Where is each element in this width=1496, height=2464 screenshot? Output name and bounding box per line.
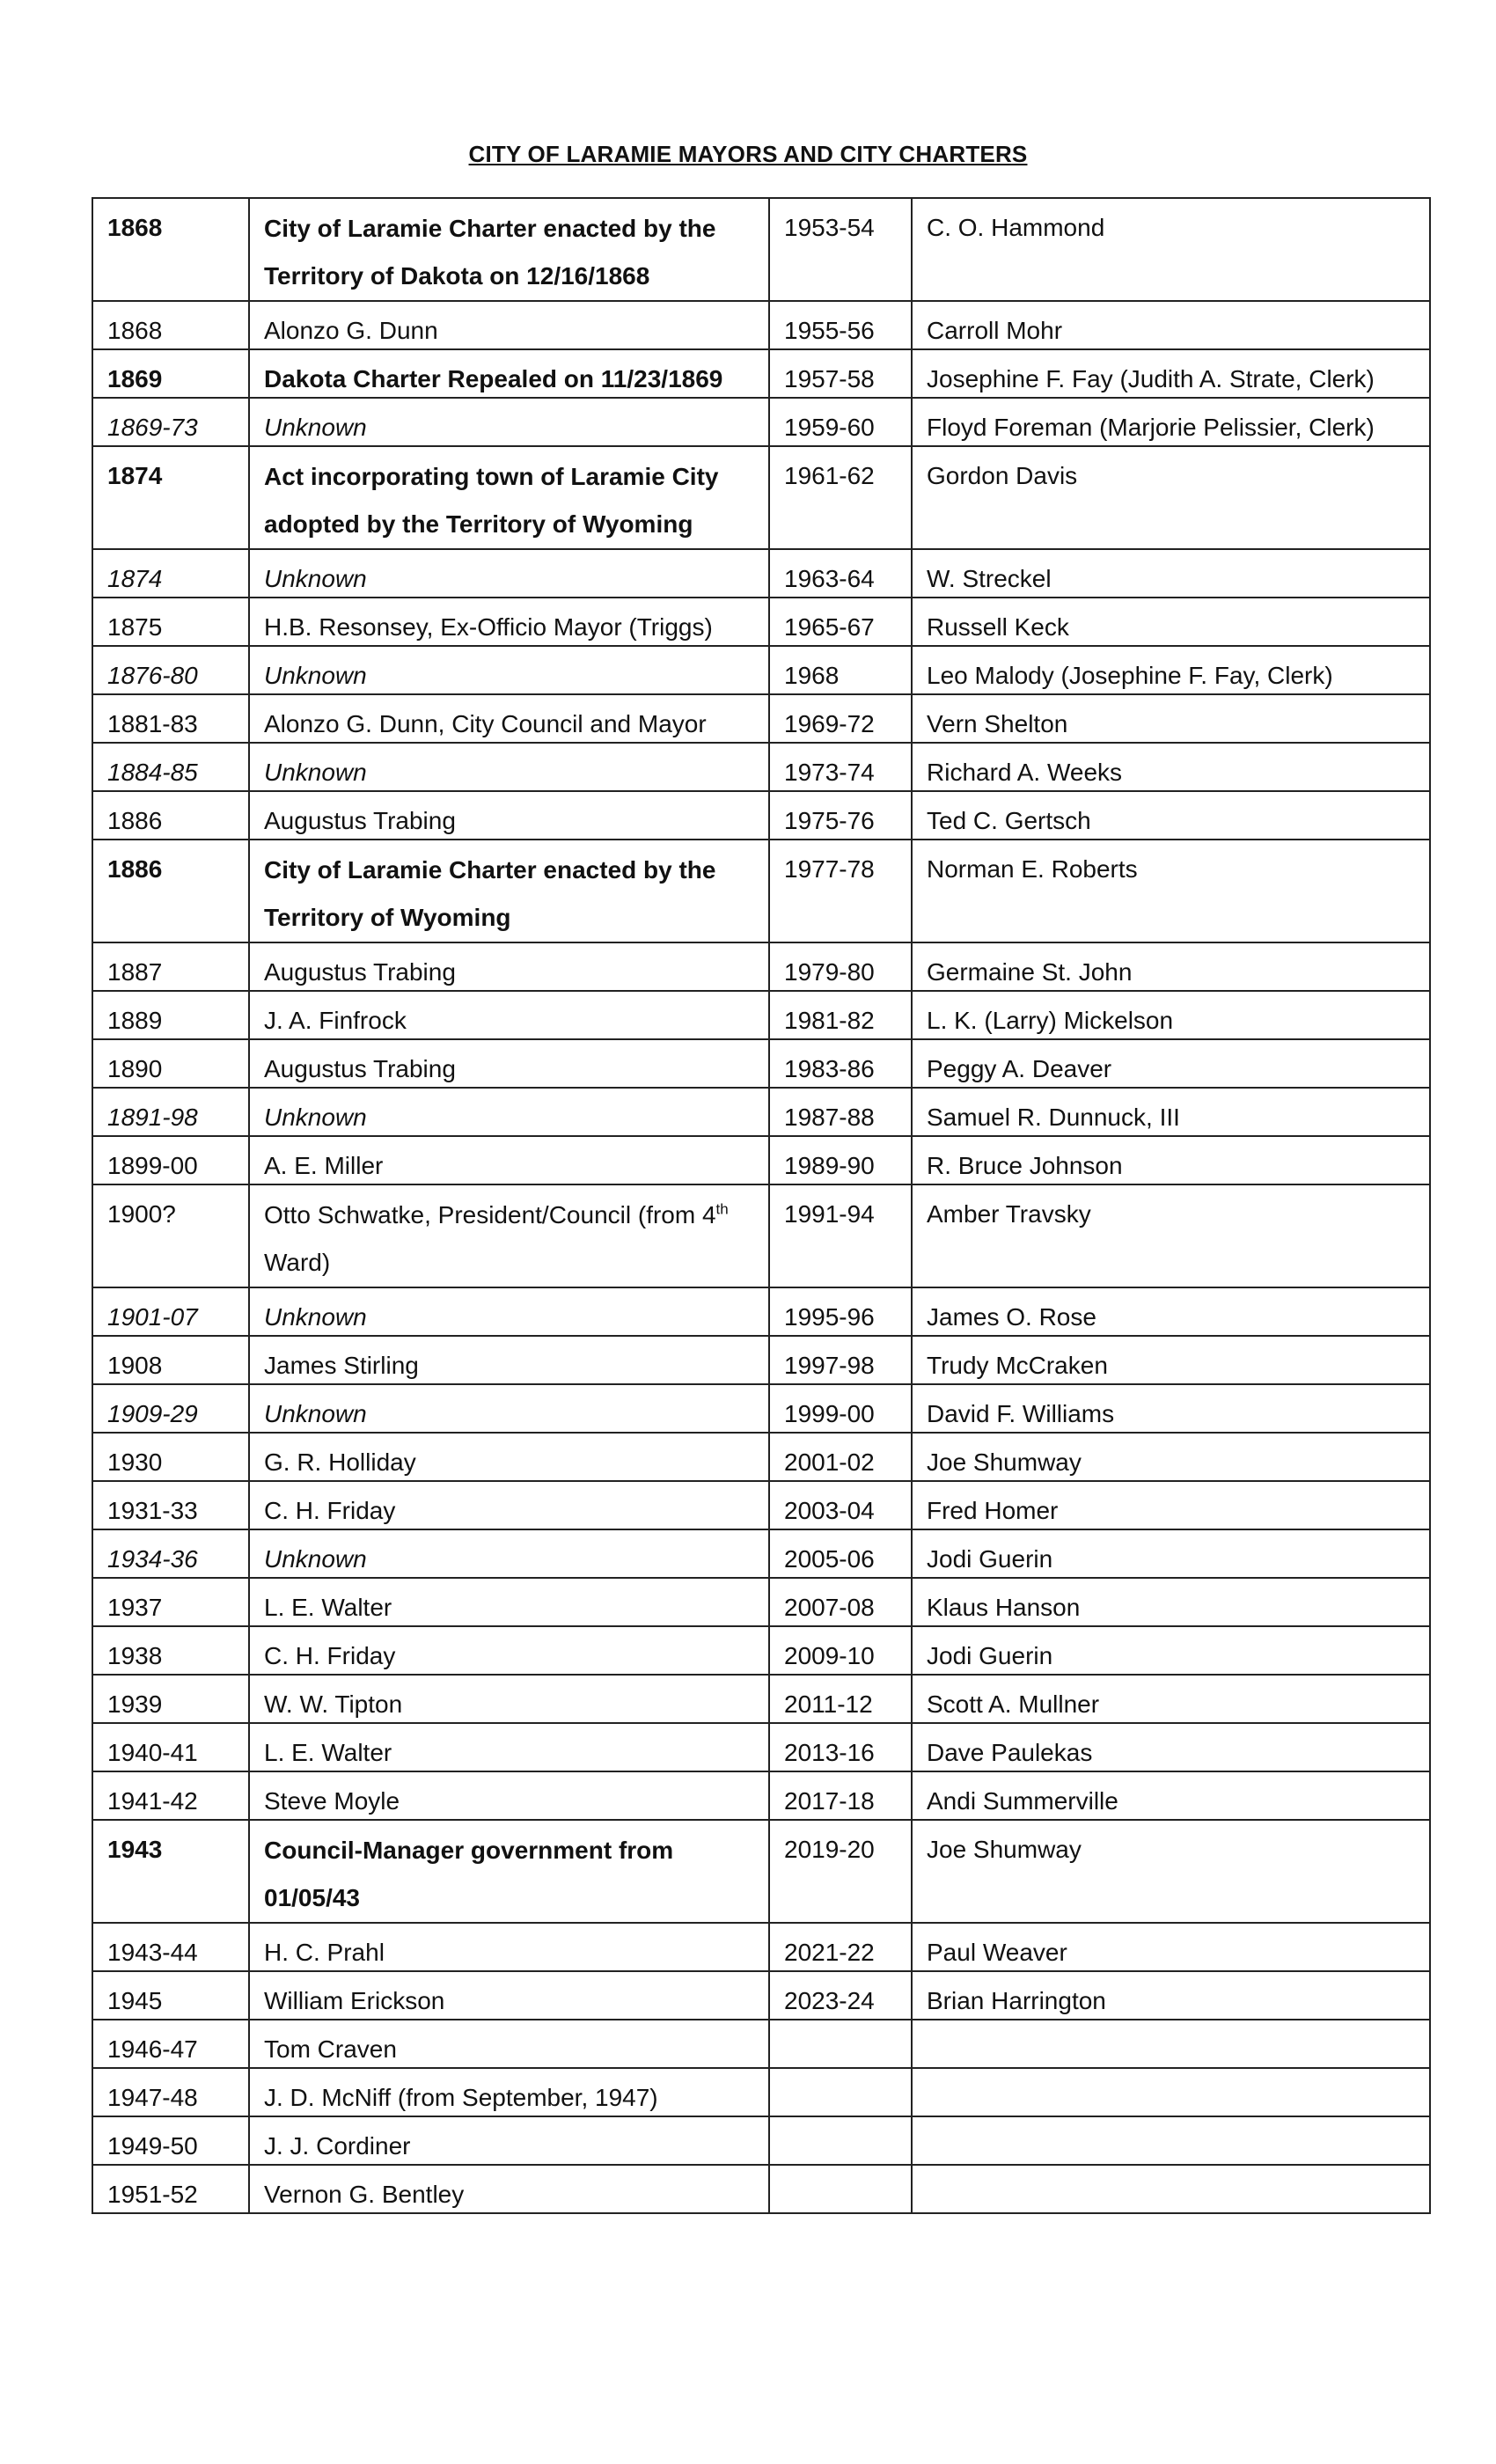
table-row <box>92 1626 1430 1675</box>
left-year-cell: 1868 <box>92 301 249 349</box>
right-year-cell: 2005-06 <box>769 1529 912 1578</box>
table-row <box>92 646 1430 694</box>
left-year-cell: 1868 <box>92 198 249 301</box>
right-name-cell: Floyd Foreman (Marjorie Pelissier, Clerk) <box>912 398 1430 446</box>
left-name-cell: Act incorporating town of Laramie City adopted by the Territory of Wyoming <box>249 446 769 549</box>
ordinal-superscript: th <box>715 1200 729 1218</box>
right-year-cell <box>769 2020 912 2068</box>
table-row <box>92 1088 1430 1136</box>
left-year-cell: 1874 <box>92 446 249 549</box>
right-year-cell: 2013-16 <box>769 1723 912 1771</box>
table-row <box>92 1771 1430 1820</box>
left-name-cell: Unknown <box>249 743 769 791</box>
left-name-cell: Unknown <box>249 1384 769 1433</box>
left-year-cell: 1886 <box>92 840 249 942</box>
left-year-cell: 1945 <box>92 1971 249 2020</box>
right-year-cell: 2017-18 <box>769 1771 912 1820</box>
right-name-cell: Andi Summerville <box>912 1771 1430 1820</box>
right-name-cell: James O. Rose <box>912 1287 1430 1336</box>
table-row <box>92 1675 1430 1723</box>
table-row <box>92 398 1430 446</box>
left-year-cell: 1943 <box>92 1820 249 1923</box>
table-row <box>92 1184 1430 1287</box>
table-row <box>92 1923 1430 1971</box>
right-name-cell: Klaus Hanson <box>912 1578 1430 1626</box>
right-year-cell <box>769 2165 912 2213</box>
left-name-cell: James Stirling <box>249 1336 769 1384</box>
left-name-cell: City of Laramie Charter enacted by the Territory of Dakota on 12/16/1868 <box>249 198 769 301</box>
left-name-cell: L. E. Walter <box>249 1723 769 1771</box>
left-year-cell: 1875 <box>92 598 249 646</box>
left-year-cell: 1899-00 <box>92 1136 249 1184</box>
left-year-cell: 1938 <box>92 1626 249 1675</box>
right-name-cell: Gordon Davis <box>912 446 1430 549</box>
table-row <box>92 349 1430 398</box>
left-name-cell: C. H. Friday <box>249 1481 769 1529</box>
right-name-cell: Joe Shumway <box>912 1433 1430 1481</box>
left-name-cell: Unknown <box>249 549 769 598</box>
right-name-cell: W. Streckel <box>912 549 1430 598</box>
left-name-cell: G. R. Holliday <box>249 1433 769 1481</box>
left-name-cell: Alonzo G. Dunn, City Council and Mayor <box>249 694 769 743</box>
table-row <box>92 791 1430 840</box>
right-name-cell: Joe Shumway <box>912 1820 1430 1923</box>
right-year-cell: 2009-10 <box>769 1626 912 1675</box>
left-name-cell: H.B. Resonsey, Ex-Officio Mayor (Triggs) <box>249 598 769 646</box>
right-year-cell: 1979-80 <box>769 942 912 991</box>
right-year-cell: 1968 <box>769 646 912 694</box>
right-year-cell: 2011-12 <box>769 1675 912 1723</box>
left-name-cell: J. D. McNiff (from September, 1947) <box>249 2068 769 2116</box>
right-year-cell: 2003-04 <box>769 1481 912 1529</box>
left-year-cell: 1930 <box>92 1433 249 1481</box>
left-name-cell: William Erickson <box>249 1971 769 2020</box>
left-name-cell: Vernon G. Bentley <box>249 2165 769 2213</box>
table-row <box>92 840 1430 942</box>
table-row <box>92 1039 1430 1088</box>
table-row <box>92 2165 1430 2213</box>
left-name-cell: W. W. Tipton <box>249 1675 769 1723</box>
table-row <box>92 2020 1430 2068</box>
left-year-cell: 1943-44 <box>92 1923 249 1971</box>
left-name-cell: Steve Moyle <box>249 1771 769 1820</box>
table-row <box>92 1529 1430 1578</box>
left-year-cell: 1951-52 <box>92 2165 249 2213</box>
left-name-cell: Dakota Charter Repealed on 11/23/1869 <box>249 349 769 398</box>
table-row <box>92 942 1430 991</box>
cell-text: Ward) <box>264 1249 331 1276</box>
right-name-cell: Carroll Mohr <box>912 301 1430 349</box>
right-year-cell: 1987-88 <box>769 1088 912 1136</box>
right-name-cell: Josephine F. Fay (Judith A. Strate, Clerk) <box>912 349 1430 398</box>
left-year-cell: 1934-36 <box>92 1529 249 1578</box>
table-row <box>92 1287 1430 1336</box>
right-name-cell: Jodi Guerin <box>912 1626 1430 1675</box>
left-year-cell: 1881-83 <box>92 694 249 743</box>
right-name-cell: Germaine St. John <box>912 942 1430 991</box>
left-year-cell: 1884-85 <box>92 743 249 791</box>
left-name-cell: C. H. Friday <box>249 1626 769 1675</box>
right-name-cell: Amber Travsky <box>912 1184 1430 1287</box>
left-name-cell: J. A. Finfrock <box>249 991 769 1039</box>
table-row <box>92 198 1430 301</box>
right-year-cell: 1983-86 <box>769 1039 912 1088</box>
left-name-cell: Tom Craven <box>249 2020 769 2068</box>
right-year-cell: 2021-22 <box>769 1923 912 1971</box>
left-year-cell: 1887 <box>92 942 249 991</box>
left-name-cell: A. E. Miller <box>249 1136 769 1184</box>
right-year-cell: 1965-67 <box>769 598 912 646</box>
right-year-cell: 2019-20 <box>769 1820 912 1923</box>
left-name-cell: H. C. Prahl <box>249 1923 769 1971</box>
right-name-cell <box>912 2020 1430 2068</box>
right-name-cell <box>912 2165 1430 2213</box>
left-name-cell <box>249 1184 769 1287</box>
left-year-cell: 1939 <box>92 1675 249 1723</box>
right-year-cell: 1953-54 <box>769 198 912 301</box>
right-year-cell: 1961-62 <box>769 446 912 549</box>
right-year-cell <box>769 2116 912 2165</box>
right-year-cell: 1969-72 <box>769 694 912 743</box>
right-year-cell: 1991-94 <box>769 1184 912 1287</box>
table-row <box>92 743 1430 791</box>
right-name-cell: Samuel R. Dunnuck, III <box>912 1088 1430 1136</box>
mayors-table <box>92 197 1431 2214</box>
left-name-cell: Alonzo G. Dunn <box>249 301 769 349</box>
table-row <box>92 1384 1430 1433</box>
left-name-cell: Unknown <box>249 1529 769 1578</box>
left-name-cell: Augustus Trabing <box>249 942 769 991</box>
left-year-cell: 1949-50 <box>92 2116 249 2165</box>
left-year-cell: 1946-47 <box>92 2020 249 2068</box>
right-year-cell: 1959-60 <box>769 398 912 446</box>
table-row <box>92 991 1430 1039</box>
left-name-cell: Unknown <box>249 1287 769 1336</box>
right-year-cell: 2001-02 <box>769 1433 912 1481</box>
right-name-cell: L. K. (Larry) Mickelson <box>912 991 1430 1039</box>
left-name-cell: Augustus Trabing <box>249 791 769 840</box>
table-row <box>92 446 1430 549</box>
left-year-cell: 1869-73 <box>92 398 249 446</box>
right-year-cell: 1955-56 <box>769 301 912 349</box>
right-year-cell: 1973-74 <box>769 743 912 791</box>
table-row <box>92 1578 1430 1626</box>
right-year-cell: 2007-08 <box>769 1578 912 1626</box>
right-year-cell: 1963-64 <box>769 549 912 598</box>
left-name-cell: Augustus Trabing <box>249 1039 769 1088</box>
left-year-cell: 1908 <box>92 1336 249 1384</box>
right-year-cell <box>769 2068 912 2116</box>
right-year-cell: 1995-96 <box>769 1287 912 1336</box>
left-name-cell: Unknown <box>249 1088 769 1136</box>
right-name-cell: Dave Paulekas <box>912 1723 1430 1771</box>
table-row <box>92 598 1430 646</box>
right-name-cell: Russell Keck <box>912 598 1430 646</box>
cell-text: Otto Schwatke, President/Council (from 4 <box>264 1201 716 1228</box>
table-row <box>92 1723 1430 1771</box>
left-year-cell: 1889 <box>92 991 249 1039</box>
left-year-cell: 1869 <box>92 349 249 398</box>
left-year-cell: 1874 <box>92 549 249 598</box>
right-year-cell: 1977-78 <box>769 840 912 942</box>
right-name-cell: Trudy McCraken <box>912 1336 1430 1384</box>
right-name-cell: Scott A. Mullner <box>912 1675 1430 1723</box>
right-name-cell: Vern Shelton <box>912 694 1430 743</box>
table-row <box>92 694 1430 743</box>
right-name-cell <box>912 2116 1430 2165</box>
table-row <box>92 1820 1430 1923</box>
table-row <box>92 1481 1430 1529</box>
left-name-cell: Unknown <box>249 398 769 446</box>
right-year-cell: 1997-98 <box>769 1336 912 1384</box>
table-row <box>92 2068 1430 2116</box>
right-name-cell: C. O. Hammond <box>912 198 1430 301</box>
left-year-cell: 1940-41 <box>92 1723 249 1771</box>
left-name-cell: Unknown <box>249 646 769 694</box>
table-row <box>92 1971 1430 2020</box>
table-row <box>92 1336 1430 1384</box>
left-name-cell: City of Laramie Charter enacted by the Territory of Wyoming <box>249 840 769 942</box>
table-row <box>92 2116 1430 2165</box>
right-name-cell: Brian Harrington <box>912 1971 1430 2020</box>
right-name-cell: Paul Weaver <box>912 1923 1430 1971</box>
right-name-cell: David F. Williams <box>912 1384 1430 1433</box>
left-year-cell: 1941-42 <box>92 1771 249 1820</box>
left-name-cell: L. E. Walter <box>249 1578 769 1626</box>
right-year-cell: 1989-90 <box>769 1136 912 1184</box>
left-year-cell: 1947-48 <box>92 2068 249 2116</box>
left-year-cell: 1937 <box>92 1578 249 1626</box>
right-year-cell: 2023-24 <box>769 1971 912 2020</box>
left-year-cell: 1876-80 <box>92 646 249 694</box>
right-year-cell: 1975-76 <box>769 791 912 840</box>
mayors-table-body <box>92 198 1430 2213</box>
table-row <box>92 549 1430 598</box>
right-name-cell: Jodi Guerin <box>912 1529 1430 1578</box>
right-name-cell: Leo Malody (Josephine F. Fay, Clerk) <box>912 646 1430 694</box>
left-name-cell: Council-Manager government from 01/05/43 <box>249 1820 769 1923</box>
table-row <box>92 1433 1430 1481</box>
left-year-cell: 1891-98 <box>92 1088 249 1136</box>
right-name-cell: Ted C. Gertsch <box>912 791 1430 840</box>
left-name-cell: J. J. Cordiner <box>249 2116 769 2165</box>
left-year-cell: 1901-07 <box>92 1287 249 1336</box>
right-name-cell: Fred Homer <box>912 1481 1430 1529</box>
right-year-cell: 1999-00 <box>769 1384 912 1433</box>
right-name-cell: Norman E. Roberts <box>912 840 1430 942</box>
table-row <box>92 301 1430 349</box>
right-name-cell <box>912 2068 1430 2116</box>
left-year-cell: 1900? <box>92 1184 249 1287</box>
page-title: CITY OF LARAMIE MAYORS AND CITY CHARTERS <box>468 141 1028 167</box>
table-row <box>92 1136 1430 1184</box>
right-name-cell: Peggy A. Deaver <box>912 1039 1430 1088</box>
left-year-cell: 1931-33 <box>92 1481 249 1529</box>
right-year-cell: 1981-82 <box>769 991 912 1039</box>
right-year-cell: 1957-58 <box>769 349 912 398</box>
left-year-cell: 1890 <box>92 1039 249 1088</box>
right-name-cell: Richard A. Weeks <box>912 743 1430 791</box>
left-year-cell: 1886 <box>92 791 249 840</box>
left-year-cell: 1909-29 <box>92 1384 249 1433</box>
right-name-cell: R. Bruce Johnson <box>912 1136 1430 1184</box>
